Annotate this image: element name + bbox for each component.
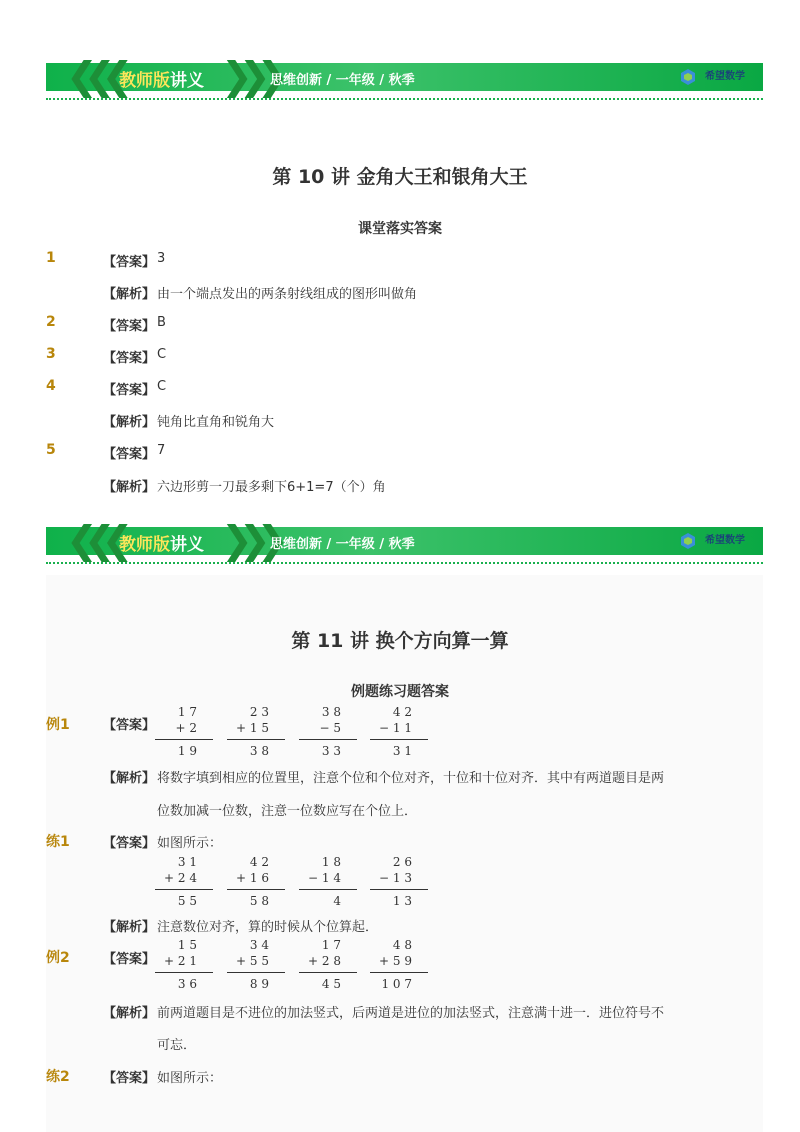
- answer-text: B: [157, 315, 166, 330]
- analysis-text: 前两道题目是不进位的加法竖式，后两道是进位的加法竖式，注意满十进一．进位符号不: [157, 1006, 665, 1021]
- analysis-text: 由一个端点发出的两条射线组成的图形叫做角: [157, 287, 418, 302]
- item-number: 5: [46, 442, 56, 458]
- logo-icon: [679, 68, 697, 86]
- chevrons-right-icon: ❯❯❯: [221, 54, 275, 98]
- answer-tag: 【答案】: [103, 718, 156, 733]
- answer-tag: 【答案】: [103, 836, 156, 851]
- answer-tag: 【答案】: [103, 383, 156, 398]
- item-number: 1: [46, 250, 56, 266]
- answer-text: C: [157, 379, 167, 394]
- banner-subtitle: 思维创新 / 一年级 / 秋季: [270, 537, 415, 552]
- lesson-title: 第 10 讲 金角大王和银角大王: [272, 166, 528, 188]
- logo-text: 希望数学: [705, 535, 745, 546]
- banner-subtitle: 思维创新 / 一年级 / 秋季: [270, 73, 415, 88]
- answer-text: 如图所示：: [157, 836, 223, 851]
- item-number: 4: [46, 378, 56, 394]
- answer-tag: 【答案】: [103, 351, 156, 366]
- item-number: 例2: [46, 950, 70, 966]
- analysis-tag: 【解析】: [103, 415, 156, 430]
- header-banner: [46, 518, 763, 562]
- section-title: 例题练习题答案: [351, 684, 449, 700]
- answer-tag: 【答案】: [103, 319, 156, 334]
- banner-title: 教师版讲义: [119, 71, 204, 91]
- analysis-tag: 【解析】: [103, 480, 156, 495]
- answer-tag: 【答案】: [103, 1071, 156, 1086]
- banner-title: 教师版讲义: [119, 535, 204, 555]
- item-number: 练1: [46, 834, 70, 850]
- item-number: 练2: [46, 1069, 70, 1085]
- logo-icon: [679, 532, 697, 550]
- answer-tag: 【答案】: [103, 447, 156, 462]
- answer-text: 3: [157, 251, 166, 266]
- answer-text: C: [157, 347, 167, 362]
- analysis-text: 六边形剪一刀最多剩下6+1=7（个）角: [157, 480, 386, 495]
- answer-text: 如图所示：: [157, 1071, 223, 1086]
- section-title: 课堂落实答案: [358, 221, 442, 237]
- analysis-tag: 【解析】: [103, 920, 156, 935]
- analysis-tag: 【解析】: [103, 287, 156, 302]
- logo-text: 希望数学: [705, 71, 745, 82]
- analysis-text: 可忘．: [157, 1038, 197, 1053]
- analysis-tag: 【解析】: [103, 1006, 156, 1021]
- chevrons-right-icon: ❯❯❯: [221, 518, 275, 562]
- divider: [46, 562, 763, 564]
- answer-text: 7: [157, 443, 166, 458]
- header-banner: [46, 54, 763, 98]
- chevrons-left-icon: ❮❮❮: [66, 518, 120, 562]
- analysis-tag: 【解析】: [103, 771, 156, 786]
- analysis-text: 钝角比直角和锐角大: [157, 415, 275, 430]
- chevrons-left-icon: ❮❮❮: [66, 54, 120, 98]
- item-number: 3: [46, 346, 56, 362]
- answer-tag: 【答案】: [103, 255, 156, 270]
- answer-tag: 【答案】: [103, 952, 156, 967]
- analysis-text: 注意数位对齐，算的时候从个位算起．: [157, 920, 379, 935]
- page-background: [46, 575, 763, 1132]
- divider: [46, 98, 763, 100]
- item-number: 2: [46, 314, 56, 330]
- analysis-text: 位数加减一位数，注意一位数应写在个位上．: [157, 804, 418, 819]
- lesson-title: 第 11 讲 换个方向算一算: [291, 630, 509, 652]
- item-number: 例1: [46, 717, 70, 733]
- analysis-text: 将数字填到相应的位置里，注意个位和个位对齐，十位和十位对齐．其中有两道题目是两: [157, 771, 665, 786]
